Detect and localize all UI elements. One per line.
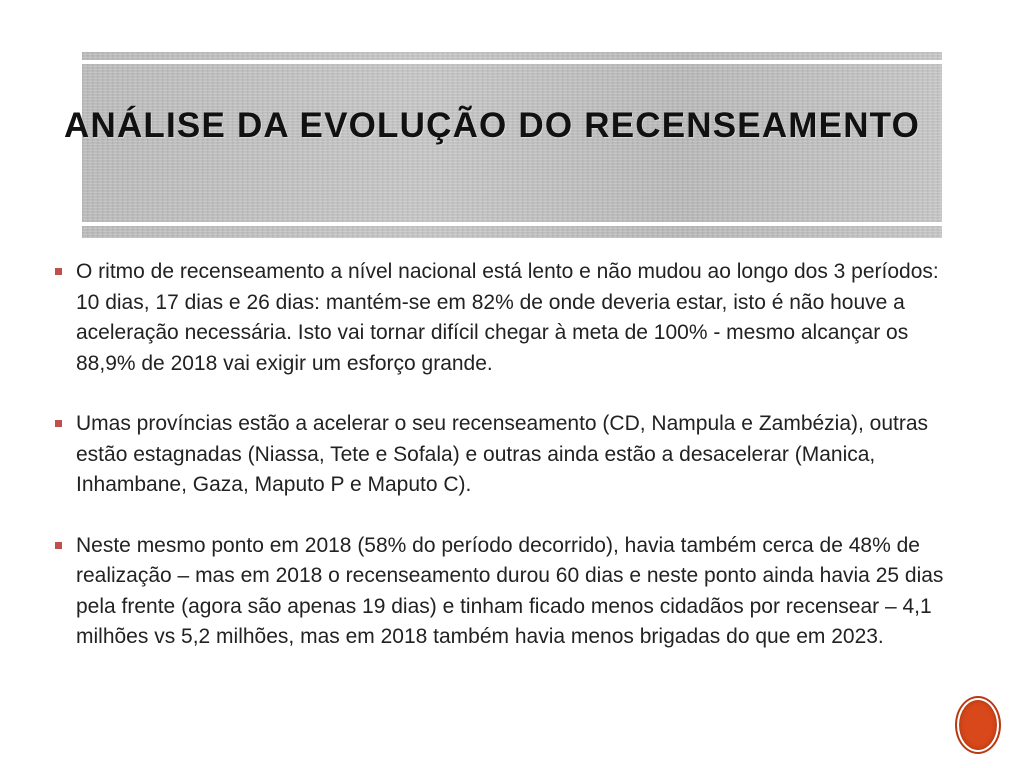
square-bullet-icon [55,542,62,549]
square-bullet-icon [55,268,62,275]
bullet-item [76,531,956,653]
bullet-list [76,257,956,683]
slide-title: ANÁLISE DA EVOLUÇÃO DO RECENSEAMENTO [64,106,921,145]
bullet-item [76,409,956,501]
bullet-text: Umas províncias estão a acelerar o seu recenseamento (CD, Nampula e Zambézia), outras estão estagnadas (Niassa, Tete e Sofala) e outras ainda estão a desacelerar (Manica, Inhambane, Gaza, Maputo P e Maputo C). [76,412,929,496]
slide-number-badge [957,698,999,752]
bullet-text: Neste mesmo ponto em 2018 (58% do período decorrido), havia também cerca de 48% de realização – mas em 2018 o recenseamento durou 60 dias e neste ponto ainda havia 25 dias pela frente (agora são apenas 19 dias) e tinham ficado menos cidadãos por recensear – 4,1 milhões vs 5,2 milhões, mas em 2018 também havia menos brigadas do que em 2023. [76,533,944,648]
bullet-item [76,257,956,379]
title-band-top-line [82,60,942,64]
bullet-text: O ritmo de recenseamento a nível nacional está lento e não mudou ao longo dos 3 períodos: 10 dias, 17 dias e 26 dias: mantém-se em 82% de onde deveria estar, isto é não houve a aceleração necessária. Isto vai tornar difícil chegar à meta de 100% - mesmo alcançar os 88,9% de 2018 vai exigir um esforço grande. [76,260,939,375]
square-bullet-icon [55,420,62,427]
title-band-bottom-line [82,222,942,226]
